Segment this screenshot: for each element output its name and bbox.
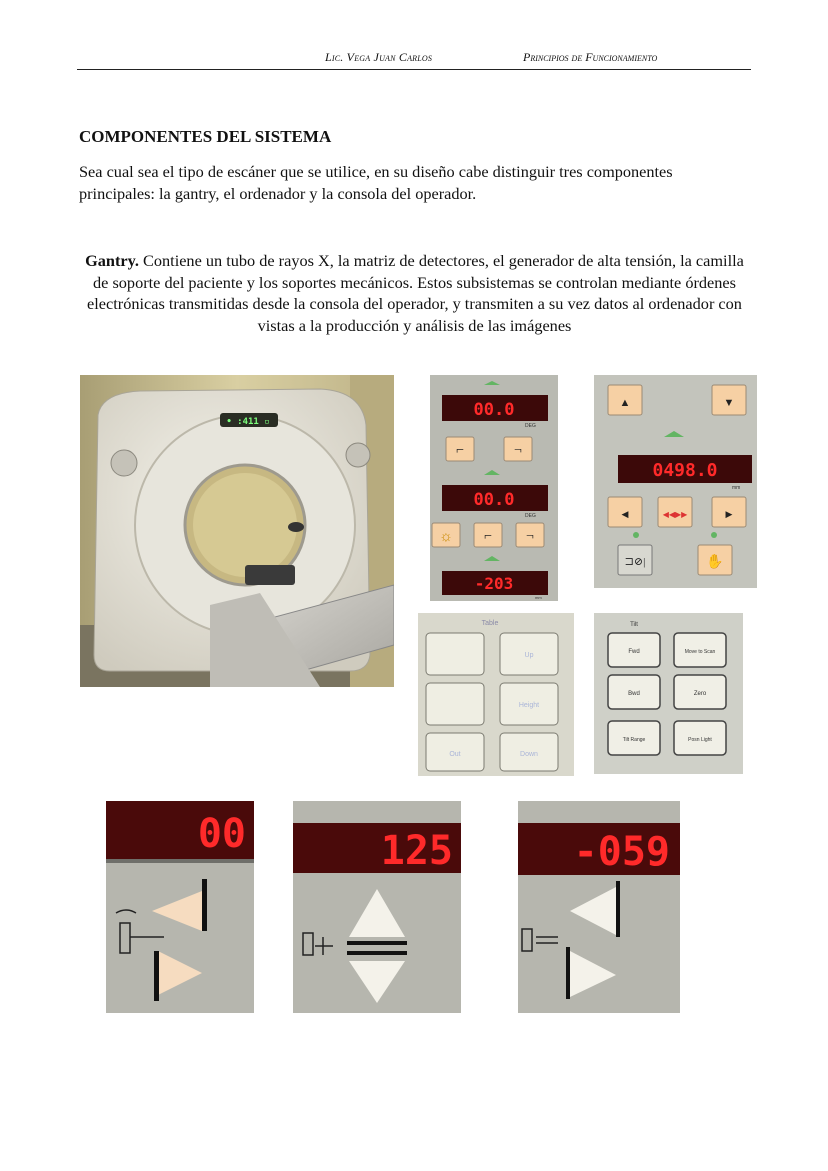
zoom-height-value: 125 <box>380 828 453 874</box>
zoom-position-value: -059 <box>573 829 670 875</box>
table-in-arrow-icon: ◀ <box>621 509 629 519</box>
header-rule <box>77 69 751 70</box>
table-display-panel <box>594 375 757 588</box>
tilt-display-bottom-value: -203 <box>474 574 514 593</box>
tilt-left-arrow-icon: ⌐ <box>456 443 464 458</box>
table-key-up: Up <box>524 652 534 659</box>
header-author: Lic. Vega Juan Carlos <box>325 50 433 64</box>
table-key-down: Down <box>520 751 538 758</box>
table-keypad-header: Table <box>481 620 499 627</box>
section-title: COMPONENTES DEL SISTEMA <box>79 127 332 146</box>
table-out-arrow-icon: ▶ <box>725 509 733 519</box>
tilt-display-mid-unit: DEG <box>525 513 536 519</box>
tilt-key-move-to-scan: Move to Scan <box>684 649 716 655</box>
table-display-unit: mm <box>732 485 741 491</box>
zoom-tilt-display <box>106 801 254 1013</box>
tilt-keypad-panel <box>594 613 743 774</box>
zoom-position-display <box>518 801 680 1013</box>
page-header <box>0 50 828 70</box>
rotate-left-icon: ⌐ <box>484 529 492 544</box>
tilt-display-bottom-unit: mm <box>535 595 542 600</box>
tilt-right-arrow-icon: ¬ <box>514 443 522 458</box>
rotate-right-icon: ¬ <box>526 529 534 544</box>
table-keypad-panel <box>418 613 574 776</box>
gantry-text: Contiene un tubo de rayos X, la matriz de detectores, el generador de alta tensión, la camilla de soporte del paciente y los soportes mecánicos. Estos subsistemas se controlan mediante órdenes electrónicas transmitidas desde la consola del operador, y transmiten a su vez datos al ordenador con vistas a la producción y análisis de las imágenes <box>87 251 744 335</box>
svg-text:• :411 ▫: • :411 ▫ <box>226 417 270 427</box>
gantry-display-panel <box>430 375 558 601</box>
light-sun-icon: ☼ <box>439 529 453 545</box>
table-down-arrow-icon: ▼ <box>723 397 735 409</box>
intro-paragraph: Sea cual sea el tipo de escáner que se utilice, en su diseño cabe distinguir tres componentes principales: la gantry, el ordenador y la consola del operador. <box>79 162 673 203</box>
gantry-term: Gantry. <box>85 251 139 270</box>
tilt-display-top-unit: DEG <box>525 423 536 429</box>
tilt-key-posn-light: Posn Light <box>688 737 712 743</box>
header-section: Principios de Funcionamiento <box>523 50 658 64</box>
ct-gantry-photo <box>80 375 394 687</box>
tilt-keypad-header: Tilt <box>630 622 638 628</box>
zoom-height-display <box>293 801 461 1013</box>
tilt-key-zero: Zero <box>693 691 707 697</box>
zoom-tilt-value: 00 <box>197 811 246 857</box>
table-display-value: 0498.0 <box>652 460 718 481</box>
tilt-key-bwd: Bwd <box>628 691 640 697</box>
tilt-key-fwd: Fwd <box>628 649 640 655</box>
tilt-key-tilt-range: Tilt Range <box>622 737 646 743</box>
table-key-out: Out <box>449 751 461 758</box>
hand-stop-icon: ✋ <box>706 555 724 570</box>
laser-position-icon: ⊐⊘| <box>624 556 646 568</box>
tilt-display-mid-value: 00.0 <box>473 490 515 510</box>
tilt-display-top-value: 00.0 <box>473 400 515 420</box>
table-key-height: Height <box>518 702 540 709</box>
table-step-icon: ◀◀▶▶ <box>662 510 688 519</box>
gantry-paragraph <box>77 250 752 336</box>
table-up-arrow-icon: ▲ <box>619 397 631 409</box>
